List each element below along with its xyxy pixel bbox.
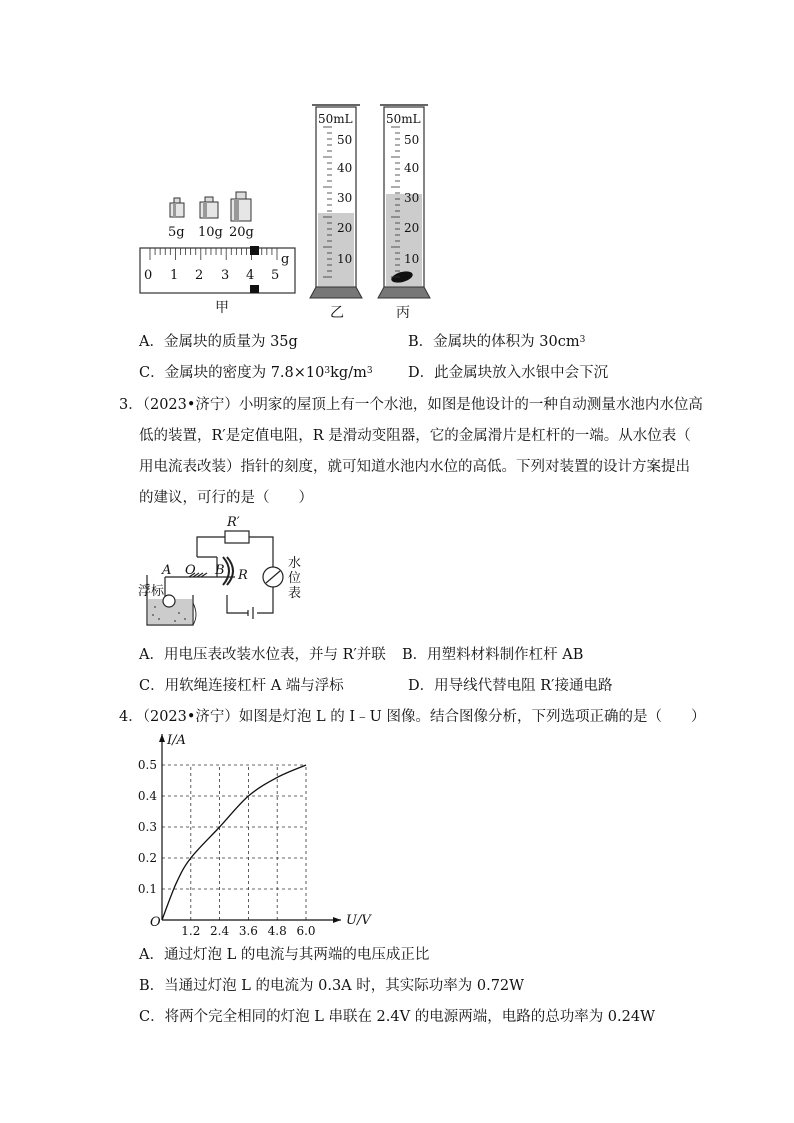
q3-stem-line4: 的建议，可行的是（ ） (139, 490, 313, 506)
bing-unit: 50mL (386, 112, 421, 126)
bing-mark-20: 20 (404, 221, 420, 235)
label-o: O (185, 563, 196, 578)
bing-mark-40: 40 (404, 161, 420, 175)
bing-mark-30: 30 (404, 191, 420, 205)
q4-option-b[interactable]: B．当通过灯泡 L 的电流为 0.3A 时，其实际功率为 0.72W (139, 978, 525, 994)
origin-label: O (150, 915, 161, 930)
measurement-figure (130, 95, 440, 325)
q2-option-a[interactable]: A．金属块的质量为 35g (139, 334, 298, 350)
label-r: R (238, 568, 248, 583)
y-tick-label: 0.5 (137, 758, 157, 772)
x-tick-label: 6.0 (296, 924, 316, 938)
label-r-prime: R′ (227, 515, 240, 530)
label-meter-2: 位 (288, 571, 302, 586)
bing-mark-50: 50 (404, 133, 420, 147)
label-meter-1: 水 (288, 556, 302, 571)
scale-label-5: 5 (271, 268, 280, 283)
q4-option-a[interactable]: A．通过灯泡 L 的电流与其两端的电压成正比 (139, 947, 430, 963)
q3-stem-line2: 低的装置，R′是定值电阻，R 是滑动变阻器，它的金属滑片是杠杆的一端。从水位表（ (139, 428, 691, 444)
y-tick-label: 0.3 (137, 820, 157, 834)
q4-stem: 4．（2023•济宁）如图是灯泡 L 的 I﹣U 图像。结合图像分析，下列选项正确的是（ ） (119, 709, 706, 725)
x-tick-label: 2.4 (210, 924, 230, 938)
y-tick-label: 0.2 (137, 851, 157, 865)
q3-option-a[interactable]: A．用电压表改装水位表，并与 R′并联 (139, 647, 386, 663)
scale-label-0: 0 (144, 268, 153, 283)
y-tick-label: 0.4 (137, 789, 157, 803)
x-tick-label: 4.8 (267, 924, 287, 938)
label-float: 浮标 (138, 584, 165, 599)
y-axis-label: I/A (167, 733, 186, 748)
x-tick-label: 3.6 (238, 924, 258, 938)
weight-10g (200, 197, 218, 218)
weight-label-20g: 20g (229, 225, 254, 240)
y-axis-arrow (159, 734, 165, 742)
label-meter-3: 表 (288, 586, 302, 601)
x-axis-label: U/V (346, 913, 371, 928)
scale-label-2: 2 (195, 268, 204, 283)
label-b: B (215, 563, 225, 578)
weight-20g (231, 192, 251, 221)
q4-option-c[interactable]: C．将两个完全相同的灯泡 L 串联在 2.4V 的电源两端，电路的总功率为 0.24W (139, 1009, 655, 1025)
label-jia: 甲 (215, 300, 229, 316)
x-tick-label: 1.2 (181, 924, 201, 938)
yi-mark-30: 30 (337, 191, 353, 205)
weight-5g (170, 198, 184, 217)
scale-unit: g (281, 252, 290, 267)
scale-label-1: 1 (170, 268, 179, 283)
yi-mark-20: 20 (337, 221, 353, 235)
q3-option-c[interactable]: C．用软绳连接杠杆 A 端与浮标 (139, 678, 344, 694)
yi-mark-50: 50 (337, 133, 353, 147)
q3-option-b[interactable]: B．用塑料材料制作杠杆 AB (402, 647, 584, 663)
weight-label-5g: 5g (168, 225, 185, 240)
label-yi: 乙 (330, 305, 344, 321)
q3-option-d[interactable]: D．用导线代替电阻 R′接通电路 (408, 678, 613, 694)
scale-label-4: 4 (246, 268, 255, 283)
q2-option-c[interactable]: C．金属块的密度为 $7.8\times 10^3kg/m^3$ (139, 365, 373, 381)
q2-option-b[interactable]: B．金属块的体积为 $30cm^3$ (408, 334, 586, 350)
yi-unit: 50mL (318, 112, 353, 126)
iu-curve (162, 765, 306, 920)
bing-mark-10: 10 (404, 252, 420, 266)
x-axis-arrow (333, 917, 341, 923)
iu-chart (137, 728, 371, 938)
scale-label-3: 3 (221, 268, 230, 283)
yi-mark-40: 40 (337, 161, 353, 175)
float-ball (163, 595, 175, 607)
y-tick-label: 0.1 (137, 882, 157, 896)
q2-option-d[interactable]: D．此金属块放入水银中会下沉 (408, 365, 609, 381)
weight-label-10g: 10g (198, 225, 223, 240)
label-a: A (162, 563, 172, 578)
yi-mark-10: 10 (337, 252, 353, 266)
cylinder-yi (310, 105, 362, 298)
label-bing: 丙 (396, 305, 410, 321)
q3-stem-line1: 3．（2023•济宁）小明家的屋顶上有一个水池，如图是他设计的一种自动测量水池内水位高 (119, 397, 703, 413)
q3-stem-line3: 用电流表改装）指针的刻度，就可知道水池内水位的高低。下列对装置的设计方案提出 (139, 459, 690, 475)
